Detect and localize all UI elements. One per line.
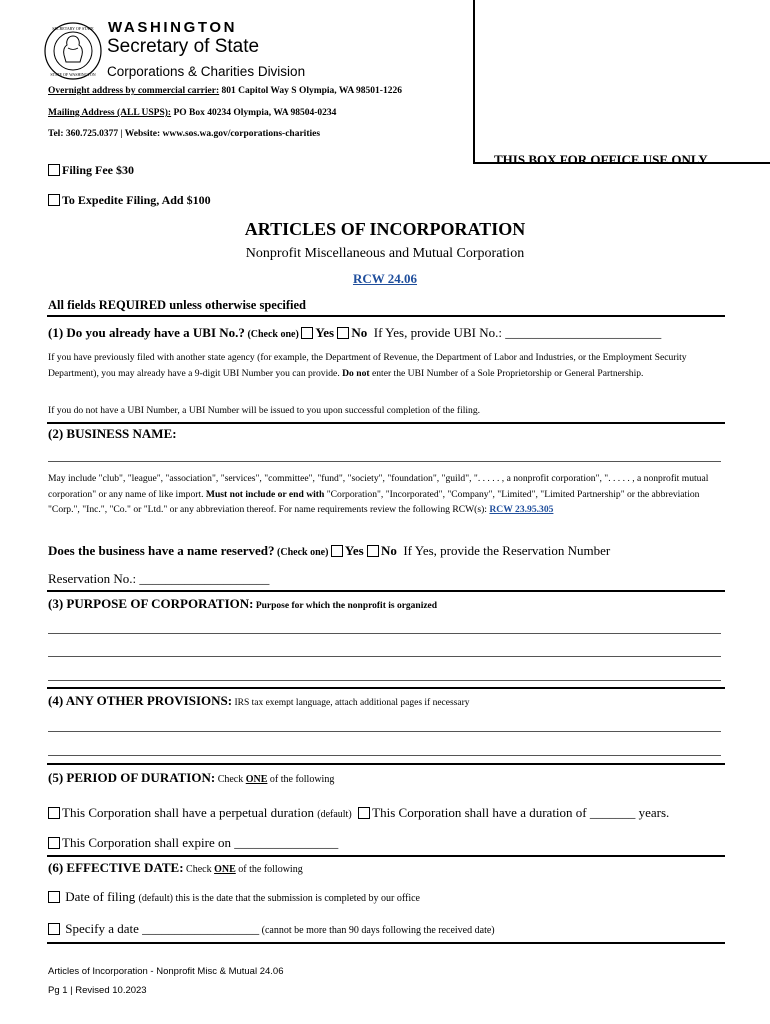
overnight-address (48, 86, 402, 96)
purpose-field-line-3[interactable] (48, 680, 721, 681)
specify-date-note: (cannot be more than 90 days following the received date) (259, 925, 495, 936)
business-name-info (48, 471, 723, 518)
footer-page-info: Pg 1 | Revised 10.2023 (48, 985, 147, 996)
ubi-question: (1) Do you already have a UBI No.? (48, 325, 245, 340)
divider (47, 687, 725, 689)
effective-sub-a: Check (183, 864, 215, 875)
reserved-provide-note: If Yes, provide the Reservation Number (403, 543, 611, 558)
overnight-value: 801 Capitol Way S Olympia, WA 98501-1226 (219, 86, 402, 96)
duration-years-checkbox[interactable] (358, 807, 370, 819)
svg-text:SECRETARY OF STATE: SECRETARY OF STATE (52, 26, 94, 31)
reserved-yes-label: Yes (344, 543, 364, 558)
ubi-info-a: If you have previously filed with another state agency (for example, the Department of Revenue, the Department of Labor and Industries, or the Employment Security Department), you may already have a 9-digit UBI Number you can provide. (48, 352, 687, 379)
divider (47, 763, 725, 765)
reserved-no-label: No (380, 543, 397, 558)
svg-text:STATE OF WASHINGTON: STATE OF WASHINGTON (50, 72, 96, 77)
bn-info-a: May include "club", "league", "association", "services", "committee", "fund", "society", "foundation", "guild", ". . . . . , a nonprofit corporation", ". . . . . , a nonprofit mutual corporation" or any name of like import. (48, 473, 709, 500)
ubi-question-row (48, 325, 661, 341)
rcw-link[interactable]: RCW 24.06 (352, 271, 418, 286)
office-use-box (473, 0, 770, 164)
divider (47, 315, 725, 317)
effective-date-heading: (6) EFFECTIVE DATE: (48, 860, 184, 875)
form-title: ARTICLES OF INCORPORATION (244, 219, 526, 239)
name-reserved-row (48, 543, 610, 559)
reserved-no-checkbox[interactable] (367, 545, 379, 557)
office-use-label: THIS BOX FOR OFFICE USE ONLY (494, 152, 708, 167)
ubi-number-field[interactable]: If Yes, provide UBI No.: ________________________ (373, 325, 662, 340)
reserved-yes-checkbox[interactable] (331, 545, 343, 557)
overnight-label: Overnight address by commercial carrier: (48, 86, 220, 96)
ubi-check-hint: (Check one) (244, 329, 302, 340)
office-name: Secretary of State (107, 36, 260, 57)
date-of-filing-option (48, 889, 420, 905)
divider (47, 422, 725, 424)
provisions-heading-row (48, 692, 470, 710)
effective-sub-one: ONE (214, 864, 236, 875)
filing-fee-label: Filing Fee $30 (62, 163, 134, 177)
purpose-field-line-1[interactable] (48, 633, 721, 634)
provisions-field-line-1[interactable] (48, 731, 721, 732)
ubi-info-c: enter the UBI Number of a Sole Proprietorship or General Partnership. (369, 367, 644, 379)
provisions-sub: IRS tax exempt language, attach additional pages if necessary (232, 698, 470, 708)
expire-label[interactable]: This Corporation shall expire on ________________ (62, 835, 339, 850)
perpetual-label: This Corporation shall have a perpetual duration (62, 805, 318, 820)
purpose-heading-row (48, 595, 437, 613)
required-note: All fields REQUIRED unless otherwise specified (48, 298, 306, 312)
expedite-option (48, 193, 211, 208)
name-reserved-question: Does the business have a name reserved? (48, 543, 275, 558)
ubi-no-label: No (351, 325, 368, 340)
mailing-value: PO Box 40234 Olympia, WA 98504-0234 (171, 108, 337, 118)
ubi-no-checkbox[interactable] (337, 327, 349, 339)
divider (47, 590, 725, 592)
duration-sub-a: Check (215, 774, 246, 785)
business-name-field[interactable] (48, 461, 721, 462)
footer-form-name: Articles of Incorporation - Nonprofit Misc & Mutual 24.06 (48, 966, 284, 977)
bn-info-c: "Corporation", "Incorporated", "Company", "Limited", "Limited Partnership" or the abbreviation "Corp.", "Inc.", "Co." or "Ltd." or any abbreviation thereof. For name requirements review the following RCW(s): (48, 488, 700, 515)
duration-years-label[interactable]: This Corporation shall have a duration of _______ years. (372, 805, 670, 820)
purpose-sub: Purpose for which the nonprofit is organized (253, 601, 438, 611)
specify-date-checkbox[interactable] (48, 923, 60, 935)
reservation-number-field[interactable]: Reservation No.: ____________________ (48, 571, 270, 586)
effective-date-heading-row (48, 859, 303, 877)
ubi-issue-note: If you do not have a UBI Number, a UBI Number will be issued to you upon successful completion of the filing. (48, 405, 481, 416)
divider (47, 855, 725, 857)
rcw-23-95-305-link[interactable]: RCW 23.95.305 (489, 504, 554, 515)
date-of-filing-label: Date of filing (62, 889, 139, 904)
expedite-checkbox[interactable] (48, 194, 60, 206)
duration-heading: (5) PERIOD OF DURATION: (48, 770, 216, 785)
provisions-heading: (4) ANY OTHER PROVISIONS: (48, 693, 233, 708)
purpose-field-line-2[interactable] (48, 656, 721, 657)
date-of-filing-default: (default) (138, 893, 173, 904)
provisions-field-line-2[interactable] (48, 755, 721, 756)
ubi-yes-label: Yes (315, 325, 335, 340)
purpose-heading: (3) PURPOSE OF CORPORATION: (48, 596, 254, 611)
date-of-filing-note: this is the date that the submission is completed by our office (172, 893, 420, 904)
contact-info: Tel: 360.725.0377 | Website: www.sos.wa.gov/corporations-charities (48, 129, 321, 139)
specify-date-field[interactable]: Specify a date __________________ (62, 921, 260, 936)
effective-sub-b: of the following (235, 864, 303, 875)
date-of-filing-checkbox[interactable] (48, 891, 60, 903)
state-wordmark: WASHINGTON (108, 19, 238, 36)
ubi-yes-checkbox[interactable] (301, 327, 313, 339)
washington-state-seal (44, 22, 102, 80)
filing-fee-option (48, 163, 134, 178)
expedite-label: To Expedite Filing, Add $100 (62, 193, 211, 207)
ubi-info (48, 350, 723, 381)
duration-sub-b: of the following (267, 774, 335, 785)
business-name-heading: (2) BUSINESS NAME: (48, 426, 177, 441)
division-name: Corporations & Charities Division (107, 64, 306, 79)
filing-fee-checkbox[interactable] (48, 164, 60, 176)
reserved-check-hint: (Check one) (274, 547, 331, 558)
duration-heading-row (48, 769, 334, 787)
perpetual-default: (default) (317, 809, 352, 820)
expire-checkbox[interactable] (48, 837, 60, 849)
perpetual-checkbox[interactable] (48, 807, 60, 819)
duration-options-row (48, 805, 669, 821)
mailing-label: Mailing Address (ALL USPS): (48, 108, 172, 118)
specify-date-option (48, 921, 495, 937)
bn-info-b: Must not include or end with (205, 488, 325, 500)
form-subtitle: Nonprofit Miscellaneous and Mutual Corporation (245, 246, 525, 261)
duration-sub-one: ONE (245, 774, 268, 785)
mailing-address (48, 108, 336, 118)
divider (47, 942, 725, 944)
ubi-info-b: Do not (342, 367, 370, 379)
expire-option (48, 835, 338, 851)
